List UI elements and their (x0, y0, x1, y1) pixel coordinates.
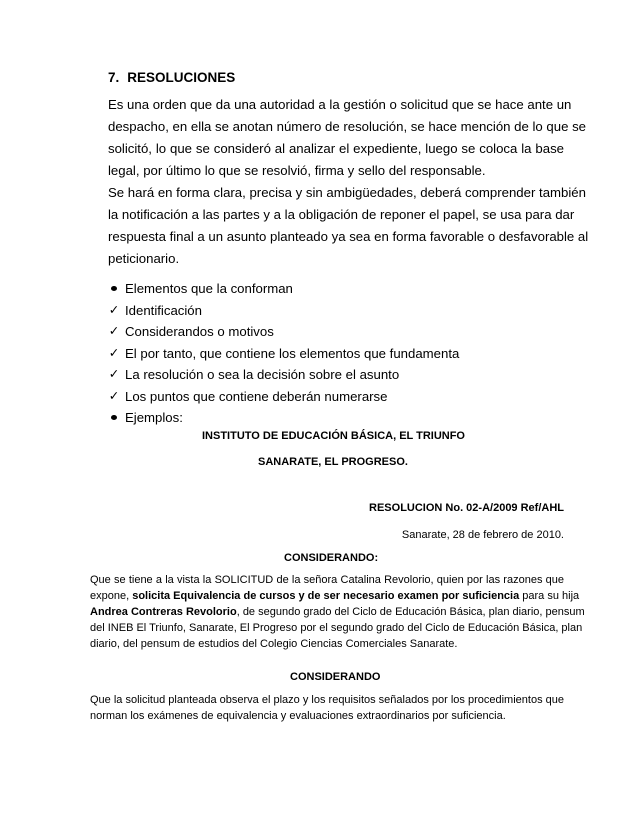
paragraph-line: norman los exámenes de equivalencia y evaluaciones extraordinarios por suficiencia. (90, 710, 506, 722)
list-item (108, 407, 568, 429)
paragraph-line: del INEB El Triunfo, Sanarate, El Progreso por el segundo grado del Ciclo de Educación Básica, plan (90, 622, 583, 634)
list-item-text: Identificación (125, 302, 202, 318)
list-item-text: Ejemplos: (125, 410, 183, 425)
definition-paragraph (108, 94, 587, 182)
paragraph-line: expone, solicita Equivalencia de cursos y de ser necesario examen por suficiencia para su hija (90, 590, 580, 602)
institute-location: SANARATE, EL PROGRESO. (258, 456, 408, 468)
checkmark-icon: ✓ (108, 345, 120, 360)
section-title: RESOLUCIONES (127, 70, 236, 85)
list-item (108, 364, 568, 386)
paragraph-line: Es una orden que da una autoridad a la gestión o solicitud que se hace ante un (108, 97, 572, 112)
list-item-text: Elementos que la conforman (125, 281, 293, 296)
paragraph-line: Que la solicitud planteada observa el plazo y los requisitos señalados por los procedimientos que (90, 694, 564, 706)
paragraph-line: legal, por último lo que se resolvió, firma y sello del responsable. (108, 163, 486, 178)
paragraph-line: despacho, en ella se anotan número de resolución, se hace mención de lo que se (108, 119, 587, 134)
usage-paragraph (108, 182, 589, 270)
paragraph-line: Se hará en forma clara, precisa y sin ambigüedades, deberá comprender también (108, 185, 586, 200)
paragraph-line: solicitó, lo que se consideró al analizar el expediente, luego se coloca la base (108, 141, 564, 156)
considerando-paragraph (90, 692, 564, 724)
list-item (108, 300, 568, 322)
list-item-text: Considerandos o motivos (125, 324, 274, 339)
checkmark-icon: ✓ (108, 302, 120, 317)
resolution-number: RESOLUCION No. 02-A/2009 Ref/AHL (369, 502, 564, 514)
checkmark-icon: ✓ (108, 388, 120, 403)
paragraph-line: la notificación a las partes y a la obligación de reponer el papel, se usa para dar (108, 207, 575, 222)
paragraph-line: Que se tiene a la vista la SOLICITUD de la señora Catalina Revolorio, quien por las razones que (90, 574, 564, 586)
list-item-text: Los puntos que contiene deberán numerarse (125, 388, 388, 404)
list-item (108, 386, 568, 408)
considerando-heading: CONSIDERANDO (290, 671, 381, 683)
list-item (108, 321, 568, 343)
resolution-date: Sanarate, 28 de febrero de 2010. (401, 529, 564, 541)
list-item (108, 278, 568, 300)
considerando-heading: CONSIDERANDO: (284, 552, 379, 564)
bullet-dot-icon (108, 278, 120, 300)
list-item (108, 343, 568, 365)
institute-name: INSTITUTO DE EDUCACIÓN BÁSICA, EL TRIUNFO (202, 430, 465, 442)
paragraph-line: Andrea Contreras Revolorio, de segundo grado del Ciclo de Educación Básica, plan diario, pensum (90, 606, 585, 618)
paragraph-line: peticionario. (108, 251, 180, 266)
paragraph-line: respuesta final a un asunto planteado ya sea en forma favorable o desfavorable al (108, 229, 589, 244)
section-heading (108, 70, 235, 85)
list-item-text: La resolución o sea la decisión sobre el asunto (125, 367, 400, 382)
considerando-paragraph (90, 572, 585, 652)
elements-list (108, 278, 568, 429)
section-number: 7. (108, 70, 120, 85)
checkmark-icon: ✓ (108, 367, 120, 381)
checkmark-icon: ✓ (108, 324, 120, 338)
paragraph-line: diario, del pensum de estudios del Colegio Ciencias Comerciales Sanarate. (90, 638, 458, 650)
list-item-text: El por tanto, que contiene los elementos que fundamenta (125, 345, 460, 361)
bullet-dot-icon (108, 407, 120, 429)
